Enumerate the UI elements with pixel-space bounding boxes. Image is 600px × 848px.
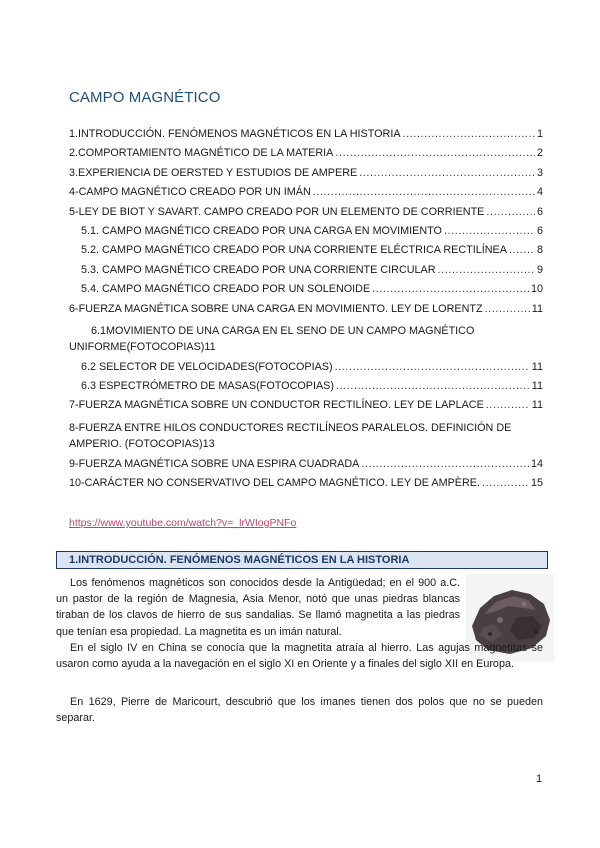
toc-leader [486,206,535,218]
toc-entry[interactable] [69,186,543,205]
toc-leader [335,361,530,373]
toc-subentry[interactable] [69,361,543,380]
toc-entry-page: 2 [536,147,543,160]
toc-entry-title-continued: AMPERIO. (FOTOCOPIAS) [69,438,203,451]
toc-entry-title: 6.1MOVIMIENTO DE UNA CARGA EN EL SENO DE UN CAMPO MAGNÉTICO [91,324,475,337]
toc-leader [403,128,535,140]
page-number: 1 [536,773,543,785]
toc-entry-title: 5.2. CAMPO MAGNÉTICO CREADO POR UNA CORRIENTE ELÉCTRICA RECTILÍNEA [81,244,507,257]
toc-entry-title: 9-FUERZA MAGNÉTICA SOBRE UNA ESPIRA CUADRADA [69,457,360,470]
toc-leader [444,225,535,237]
toc-entry[interactable] [69,167,543,186]
toc-subentry[interactable] [69,225,543,244]
toc-leader [361,458,529,470]
toc-entry-title: 5.3. CAMPO MAGNÉTICO CREADO POR UNA CORRIENTE CIRCULAR [81,263,436,276]
toc-subentry[interactable] [69,322,543,361]
toc-entry-page: 1 [536,128,543,140]
toc-entry-title: 5.4. CAMPO MAGNÉTICO CREADO POR UN SOLENOIDE [81,283,371,296]
toc-entry-page: 15 [530,477,543,490]
toc-entry-title: 7-FUERZA MAGNÉTICA SOBRE UN CONDUCTOR RECTILÍNEO. LEY DE LAPLACE [69,399,484,412]
toc-entry[interactable] [69,477,543,496]
toc-entry[interactable] [69,419,543,458]
toc-entry-title-continued: UNIFORME(FOTOCOPIAS) [69,341,205,354]
toc-leader [372,283,529,295]
toc-leader [486,399,530,411]
toc-entry-page: 11 [531,399,543,412]
toc-entry-page: 13 [202,438,215,451]
toc-entry-page: 6 [536,205,543,218]
toc-leader [438,264,535,276]
toc-entry[interactable] [69,128,543,147]
paragraph: En el siglo IV en China se conocía que la magnetita atraía al hierro. Las agujas magnetitas se usaron como ayuda a la navegación en el siglo XI en Oriente y a finales del siglo XII en Europa. [56,642,543,671]
toc-entry[interactable] [69,147,543,166]
paragraph: En 1629, Pierre de Maricourt, descubrió que los imanes tienen dos polos que no se pueden separar. [56,696,543,725]
toc-entry-page: 9 [536,263,543,276]
toc-leader [359,167,535,179]
document-title: CAMPO MAGNÉTICO [69,89,221,106]
toc-entry-page: 3 [536,166,543,179]
toc-leader [509,244,535,256]
toc-entry-title: 2.COMPORTAMIENTO MAGNÉTICO DE LA MATERIA [69,147,334,160]
toc-entry-title: 8-FUERZA ENTRE HILOS CONDUCTORES RECTILÍNEOS PARALELOS. DEFINICIÓN DE [69,421,512,434]
toc-entry-title: 1.INTRODUCCIÓN. FENÓMENOS MAGNÉTICOS EN LA HISTORIA [69,128,401,140]
section-heading-box [56,551,548,569]
toc-entry[interactable] [69,303,543,322]
youtube-link[interactable]: https://www.youtube.com/watch?v=_lrWIogPNFo [69,517,297,529]
toc-leader [336,380,530,392]
toc-entry-title: 6.3 ESPECTRÓMETRO DE MASAS(FOTOCOPIAS) [81,380,334,393]
toc-subentry[interactable] [69,283,543,302]
toc-leader [313,186,535,198]
toc-leader [335,147,535,159]
toc-subentry[interactable] [69,380,543,399]
toc-entry-title: 5-LEY DE BIOT Y SAVART. CAMPO CREADO POR UN ELEMENTO DE CORRIENTE [69,205,485,218]
toc-entry-page: 4 [536,186,543,199]
toc-leader [482,477,529,489]
toc-entry-page: 10 [530,283,543,296]
toc-entry-page: 11 [204,341,216,354]
toc-subentry[interactable] [69,264,543,283]
toc-entry[interactable] [69,399,543,418]
toc-leader [485,303,530,315]
toc-subentry[interactable] [69,244,543,263]
toc-entry[interactable] [69,458,543,477]
toc-entry-title: 6-FUERZA MAGNÉTICA SOBRE UNA CARGA EN MOVIMIENTO. LEY DE LORENTZ [69,302,483,315]
toc-entry-title: 4-CAMPO MAGNÉTICO CREADO POR UN IMÁN [69,186,311,199]
section-heading: 1.INTRODUCCIÓN. FENÓMENOS MAGNÉTICOS EN LA HISTORIA [69,554,410,566]
toc-entry-page: 6 [536,224,543,237]
table-of-contents [69,128,543,496]
toc-entry-page: 8 [536,244,543,257]
toc-entry-page: 11 [531,380,543,393]
toc-entry[interactable] [69,206,543,225]
toc-entry-title: 5.1. CAMPO MAGNÉTICO CREADO POR UNA CARGA EN MOVIMIENTO [81,224,442,237]
toc-entry-page: 11 [531,302,543,315]
paragraph: Los fenómenos magnéticos son conocidos desde la Antigüedad; en el 900 a.C. un pastor de la región de Magnesia, Asia Menor, notó que unas piedras blancas tiraban de los clavos de hierro de sus sandalias. Se llamó magnetita a las piedras que tenían esa propiedad. La magnetita es un imán natural. [56,577,460,638]
toc-entry-title: 6.2 SELECTOR DE VELOCIDADES(FOTOCOPIAS) [81,360,333,373]
toc-entry-page: 14 [530,457,543,470]
toc-entry-title: 10-CARÁCTER NO CONSERVATIVO DEL CAMPO MAGNÉTICO. LEY DE AMPÈRE. [69,477,480,490]
toc-entry-title: 3.EXPERIENCIA DE OERSTED Y ESTUDIOS DE AMPERE [69,166,358,179]
toc-entry-page: 11 [531,360,543,373]
